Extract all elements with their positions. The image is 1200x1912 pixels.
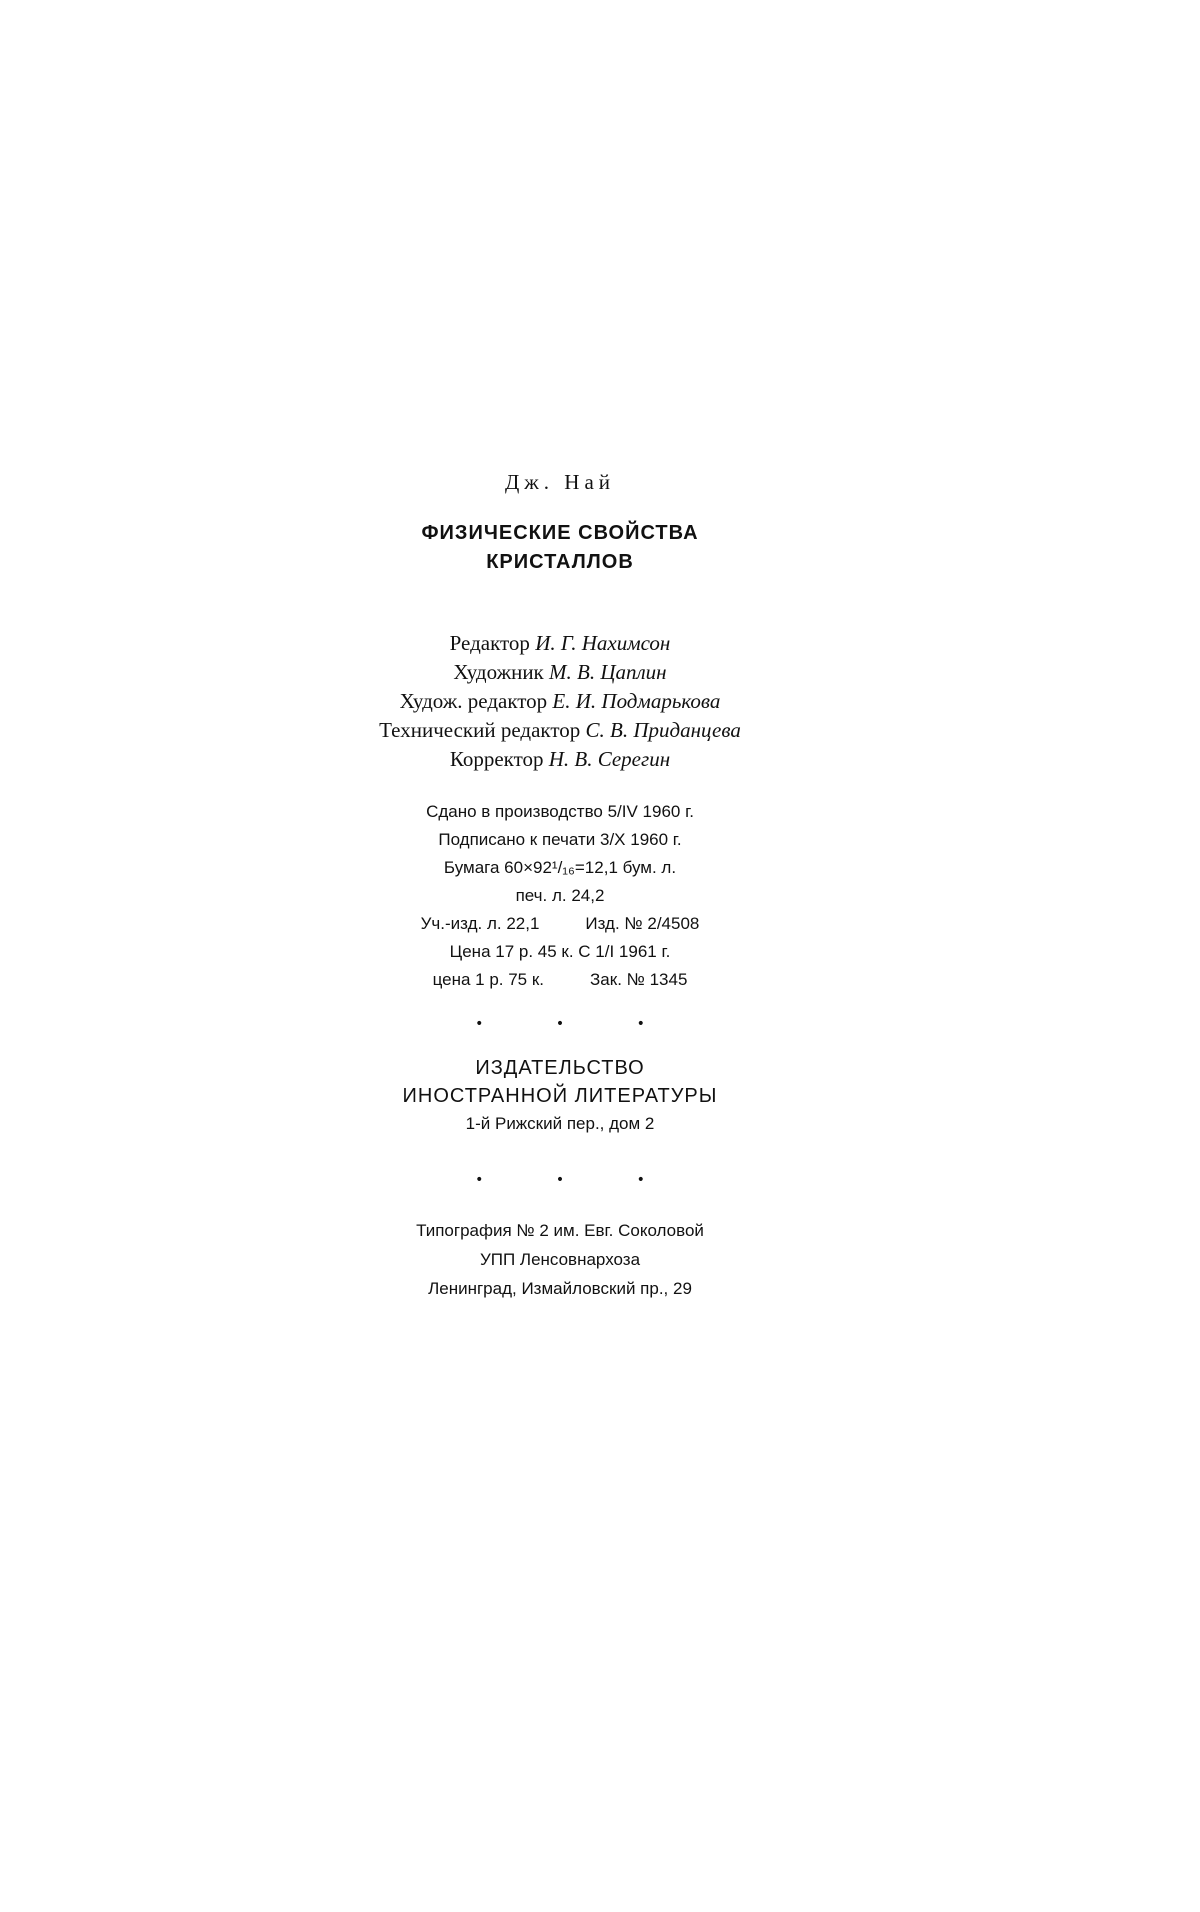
signed-date: Подписано к печати 3/X 1960 г.: [438, 830, 682, 849]
credit-role: Технический редактор: [379, 718, 581, 742]
submitted-date: Сдано в производство 5/IV 1960 г.: [426, 802, 694, 821]
price-and-order-row: [300, 966, 820, 994]
credit-name: Н. В. Серегин: [548, 747, 671, 771]
edit-sheets: Уч.-изд. л. 22,1: [420, 914, 540, 933]
credit-name: И. Г. Нахимсон: [535, 631, 671, 655]
credit-name: С. В. Приданцева: [585, 718, 741, 742]
price-new: цена 1 р. 75 к.: [432, 970, 545, 989]
credit-artist: [300, 658, 820, 687]
sheets-and-edition-row: [300, 910, 820, 938]
edition-number: Изд. № 2/4508: [585, 914, 700, 933]
publication-info: [300, 798, 820, 994]
publisher-block: [300, 1054, 820, 1138]
printer-block: [300, 1216, 820, 1303]
credit-proofreader: [300, 745, 820, 774]
colophon: [300, 470, 820, 1303]
printer-line-1: Типография № 2 им. Евг. Соколовой: [416, 1221, 704, 1240]
book-title-line-1: ФИЗИЧЕСКИЕ СВОЙСТВА: [421, 522, 699, 544]
credit-art-editor: [300, 687, 820, 716]
separator-stars-2: • • •: [475, 1172, 679, 1188]
price-old: Цена 17 р. 45 к. С 1/I 1961 г.: [449, 942, 671, 961]
credit-role: Редактор: [449, 631, 530, 655]
separator-stars: • • •: [475, 1016, 679, 1032]
publisher-line-1: ИЗДАТЕЛЬСТВО: [475, 1057, 645, 1079]
book-title-line-2: КРИСТАЛЛОВ: [486, 551, 634, 573]
paper-format: Бумага 60×92¹/₁₆=12,1 бум. л.: [443, 858, 677, 877]
publisher-address: 1-й Рижский пер., дом 2: [465, 1114, 655, 1133]
credit-name: Е. И. Подмарькова: [552, 689, 721, 713]
print-sheets: печ. л. 24,2: [515, 886, 605, 905]
credit-role: Корректор: [449, 747, 544, 771]
book-title: [300, 519, 820, 577]
printer-line-3: Ленинград, Измайловский пр., 29: [428, 1279, 692, 1298]
order-number: Зак. № 1345: [590, 970, 688, 989]
printer-line-2: УПП Ленсовнархоза: [479, 1250, 641, 1269]
publisher-line-2: ИНОСТРАННОЙ ЛИТЕРАТУРЫ: [402, 1085, 718, 1107]
credit-name: М. В. Цаплин: [549, 660, 667, 684]
credit-technical-editor: [300, 716, 820, 745]
author-name: Дж. Най: [504, 470, 616, 494]
credit-editor: [300, 629, 820, 658]
credits-block: [300, 629, 820, 774]
credit-role: Художник: [453, 660, 544, 684]
credit-role: Худож. редактор: [399, 689, 548, 713]
